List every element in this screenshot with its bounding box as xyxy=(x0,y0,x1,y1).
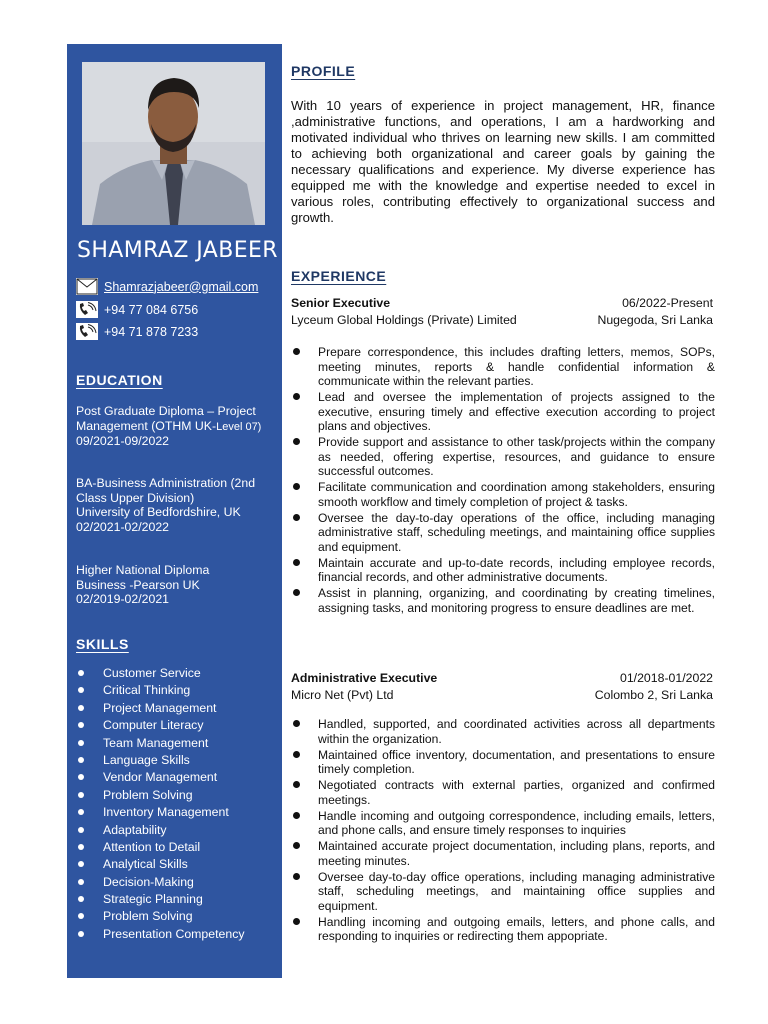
education-line: Higher National Diploma xyxy=(76,563,210,577)
contact-phone-1 xyxy=(76,301,198,318)
list-item: Maintained accurate project documentation, including plans, reports, and meeting minutes. xyxy=(291,839,715,868)
education-entry xyxy=(76,476,276,534)
profile-photo xyxy=(82,62,265,225)
skill-item: Adaptability xyxy=(76,822,245,839)
profile-heading: PROFILE xyxy=(291,63,356,79)
skill-item: Attention to Detail xyxy=(76,839,245,856)
education-line: Post Graduate Diploma – Project xyxy=(76,404,256,418)
job-bullets xyxy=(291,717,715,945)
person-photo-illustration xyxy=(82,62,265,225)
job-company-row xyxy=(291,313,713,327)
job-title-row xyxy=(291,296,713,310)
job-location: Colombo 2, Sri Lanka xyxy=(594,688,713,702)
education-line: Business -Pearson UK xyxy=(76,577,200,592)
education-dates: 02/2021-02/2022 xyxy=(76,519,169,534)
skill-item: Language Skills xyxy=(76,752,245,769)
phone-icon xyxy=(76,323,98,340)
phone-number-2: +94 71 878 7233 xyxy=(104,324,199,339)
education-heading: EDUCATION xyxy=(76,372,163,388)
education-dates: 09/2021-09/2022 xyxy=(76,434,169,448)
skill-item: Analytical Skills xyxy=(76,856,245,873)
contact-phone-2 xyxy=(76,323,198,340)
skill-item: Vendor Management xyxy=(76,769,245,786)
skill-item: Computer Literacy xyxy=(76,717,245,734)
phone-icon xyxy=(76,301,98,318)
phone-number-1: +94 77 084 6756 xyxy=(104,302,199,317)
skill-item: Inventory Management xyxy=(76,804,245,821)
education-line: BA-Business Administration (2nd xyxy=(76,476,256,490)
list-item: Facilitate communication and coordination among stakeholders, ensuring smooth workflow and timely completion of project & tasks. xyxy=(291,480,715,509)
job-title: Senior Executive xyxy=(291,296,391,310)
list-item: Maintained office inventory, documentation, and presentations to ensure timely completion. xyxy=(291,748,715,777)
education-dates: 02/2019-02/2021 xyxy=(76,592,169,606)
list-item: Oversee the day-to-day operations of the office, including managing administrative staff, scheduling meetings, and maintaining office supplies and equipment. xyxy=(291,511,715,555)
job-title: Administrative Executive xyxy=(291,671,438,685)
skill-item: Critical Thinking xyxy=(76,682,245,699)
profile-text: With 10 years of experience in project management, HR, finance ,administrative functions, and operations, I am a hardworking and motivated individual who thrives on learning new skills. I am committed to achieving both organizational and career goals by gaining the necessary qualifications and experience. My diverse experience has equipped me with the knowledge and expertise needed to excel in various roles, contributing effectively to organizational success and growth. xyxy=(291,98,715,225)
skill-item: Decision-Making xyxy=(76,874,245,891)
list-item: Provide support and assistance to other task/projects within the company as needed, offering expertise, resources, and guidance to ensure successful outcomes. xyxy=(291,435,715,479)
skills-list xyxy=(76,665,245,943)
list-item: Assist in planning, organizing, and coordinating by creating timelines, assigning tasks, and monitoring progress to ensure deadlines are met. xyxy=(291,586,715,615)
education-line: Management (OTHM UK-Level 07) xyxy=(76,418,262,433)
skill-item: Problem Solving xyxy=(76,908,245,925)
envelope-icon xyxy=(76,278,98,295)
skill-item: Team Management xyxy=(76,735,245,752)
list-item: Lead and oversee the implementation of projects assigned to the executive, ensuring timely and effective execution according to project plans and objectives. xyxy=(291,390,715,434)
list-item: Handling incoming and outgoing emails, letters, and phone calls, and responding to inquiries or redirecting them appopriate. xyxy=(291,915,715,944)
job-location: Nugegoda, Sri Lanka xyxy=(597,313,713,327)
sidebar xyxy=(67,44,282,978)
list-item: Prepare correspondence, this includes drafting letters, memos, SOPs, meeting minutes, reports & handle confidential information & communicate within the relevant parties. xyxy=(291,345,715,389)
education-entry xyxy=(76,563,276,607)
job-company-row xyxy=(291,688,713,702)
job-title-row xyxy=(291,671,713,685)
skill-item: Presentation Competency xyxy=(76,926,245,943)
skill-item: Strategic Planning xyxy=(76,891,245,908)
list-item: Oversee day-to-day office operations, including managing administrative staff, scheduling meetings, and maintaining office supplies and equipment. xyxy=(291,870,715,914)
email-link[interactable]: Shamrazjabeer@gmail.com xyxy=(104,279,259,294)
job-company: Micro Net (Pvt) Ltd xyxy=(291,688,394,702)
education-entry xyxy=(76,404,276,449)
candidate-name: SHAMRAZ JABEER xyxy=(77,238,278,263)
contact-email xyxy=(76,278,258,295)
job-dates: 01/2018-01/2022 xyxy=(620,671,713,685)
skill-item: Customer Service xyxy=(76,665,245,682)
list-item: Handle incoming and outgoing correspondence, including emails, letters, and phone calls, and ensure timely responses to inquiries xyxy=(291,809,715,838)
experience-heading: EXPERIENCE xyxy=(291,268,387,284)
list-item: Negotiated contracts with external parties, organized and confirmed meetings. xyxy=(291,778,715,807)
job-bullets xyxy=(291,345,715,617)
education-line: University of Bedfordshire, UK xyxy=(76,505,241,519)
education-line: Class Upper Division) xyxy=(76,490,195,505)
job-company: Lyceum Global Holdings (Private) Limited xyxy=(291,313,517,327)
list-item: Handled, supported, and coordinated activities across all departments within the organization. xyxy=(291,717,715,746)
job-dates: 06/2022-Present xyxy=(622,296,713,310)
list-item: Maintain accurate and up-to-date records, including employee records, financial records, and other administrative documents. xyxy=(291,556,715,585)
skills-heading: SKILLS xyxy=(76,636,129,652)
skill-item: Problem Solving xyxy=(76,787,245,804)
skill-item: Project Management xyxy=(76,700,245,717)
